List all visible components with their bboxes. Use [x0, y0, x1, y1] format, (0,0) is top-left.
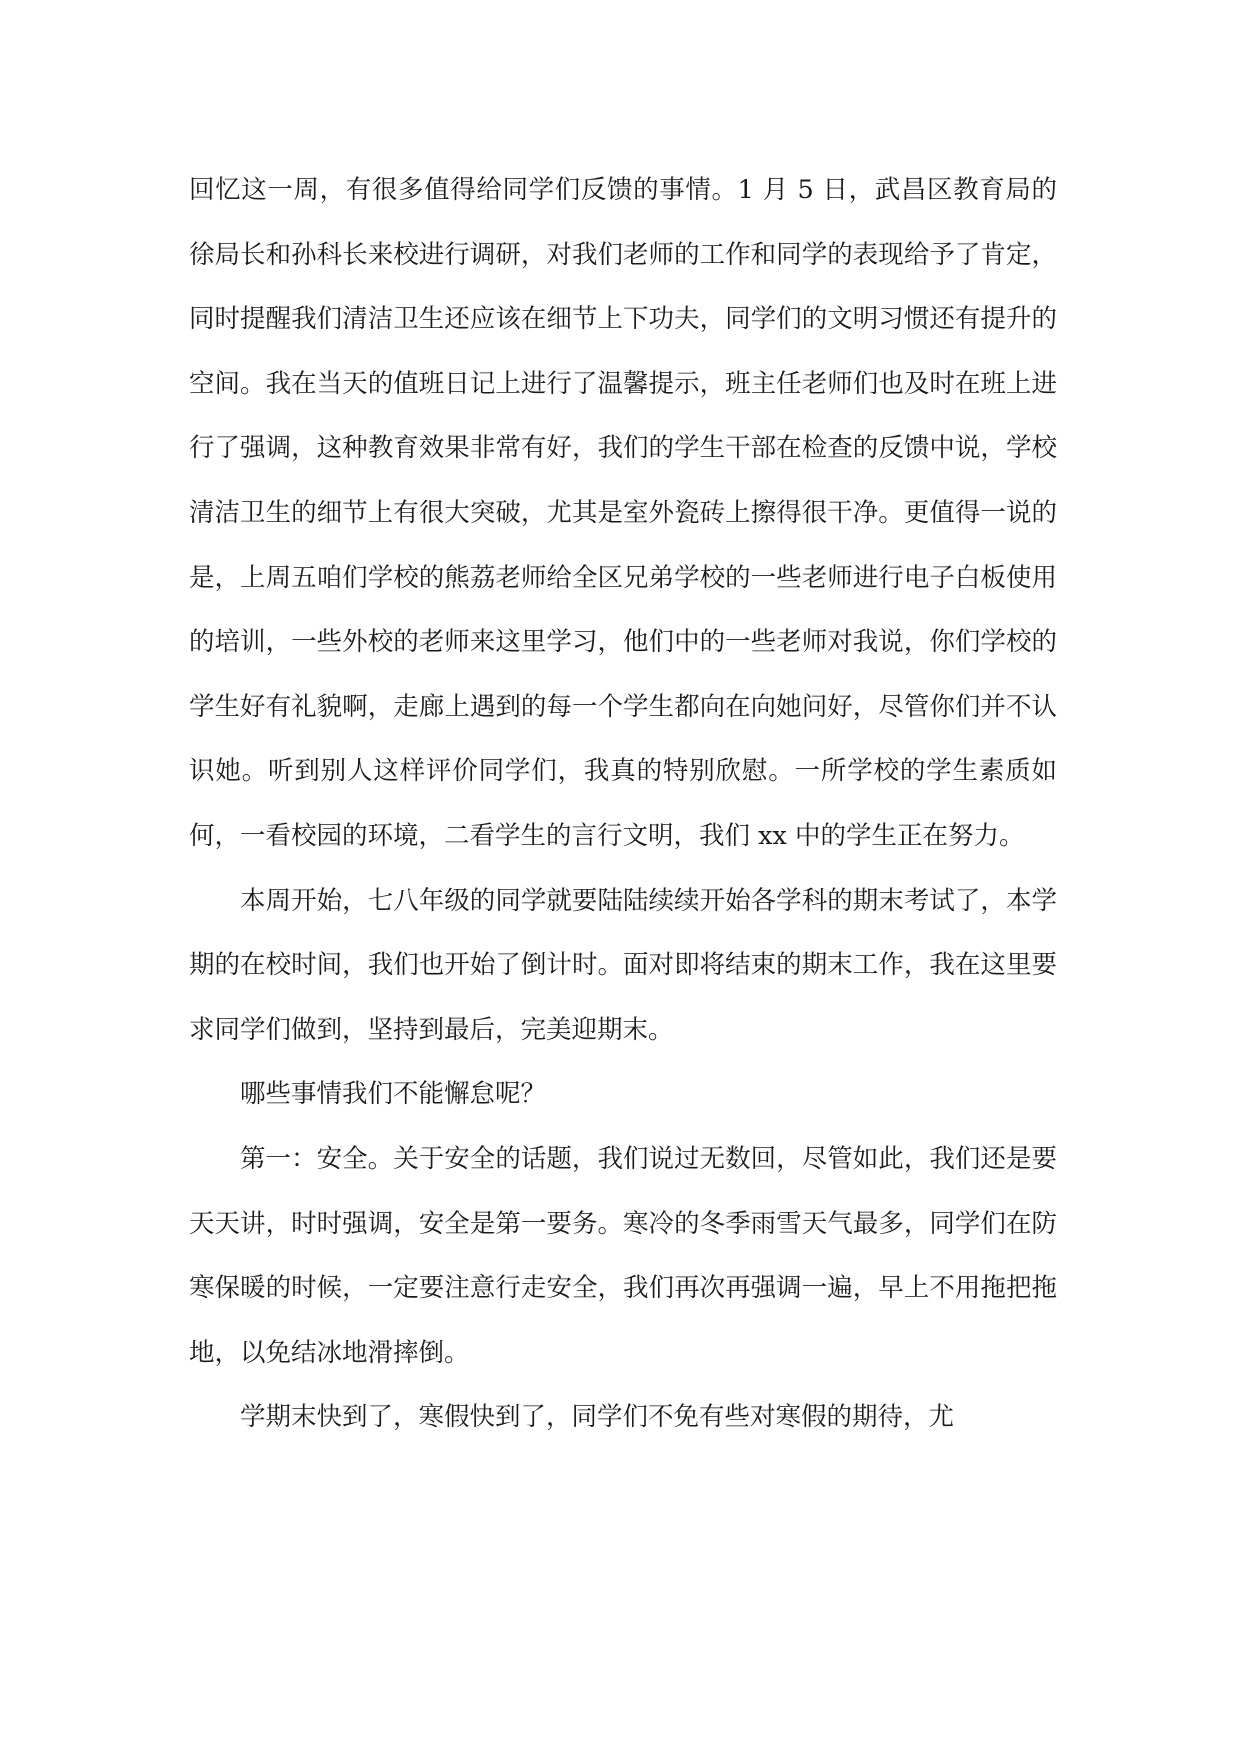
paragraph-3: 哪些事情我们不能懈怠呢？	[240, 1079, 547, 1110]
paragraph-2: 本周开始，七八年级的同学就要陆陆续续开始各学科的期末考试了，本学期的在校时间，我们也开始了倒计时。面对即将结束的期末工作，我在这里要求同学们做到，坚持到最后，完美迎期末。	[189, 885, 1057, 1045]
paragraph-4: 第一：安全。关于安全的话题，我们说过无数回，尽管如此，我们还是要天天讲，时时强调，安全是第一要务。寒冷的冬季雨雪天气最多，同学们在防寒保暖的时候，一定要注意行走安全，我们再次再强调一遍，早上不用拖把拖地，以免结冰地滑摔倒。	[189, 1143, 1057, 1368]
paragraph-1: 回忆这一周，有很多值得给同学们反馈的事情。1 月 5 日，武昌区教育局的徐局长和孙科长来校进行调研，对我们老师的工作和同学的表现给予了肯定，同时提醒我们清洁卫生还应该在细节上下功夫，同学们的文明习惯还有提升的空间。我在当天的值班日记上进行了温馨提示，班主任老师们也及时在班上进行了强调，这种教育效果非常有好，我们的学生干部在检查的反馈中说，学校清洁卫生的细节上有很大突破，尤其是室外瓷砖上擦得很干净。更值得一说的是，上周五咱们学校的熊荔老师给全区兄弟学校的一些老师进行电子白板使用的培训，一些外校的老师来这里学习，他们中的一些老师对我说，你们学校的学生好有礼貌啊，走廊上遇到的每一个学生都向在向她问好，尽管你们并不认识她。听到别人这样评价同学们，我真的特别欣慰。一所学校的学生素质如何，一看校园的环境，二看学生的言行文明，我们 xx 中的学生正在努力。	[189, 175, 1057, 851]
paragraph-5: 学期末快到了，寒假快到了，同学们不免有些对寒假的期待，尤	[240, 1402, 955, 1433]
document-body	[189, 158, 1057, 1450]
